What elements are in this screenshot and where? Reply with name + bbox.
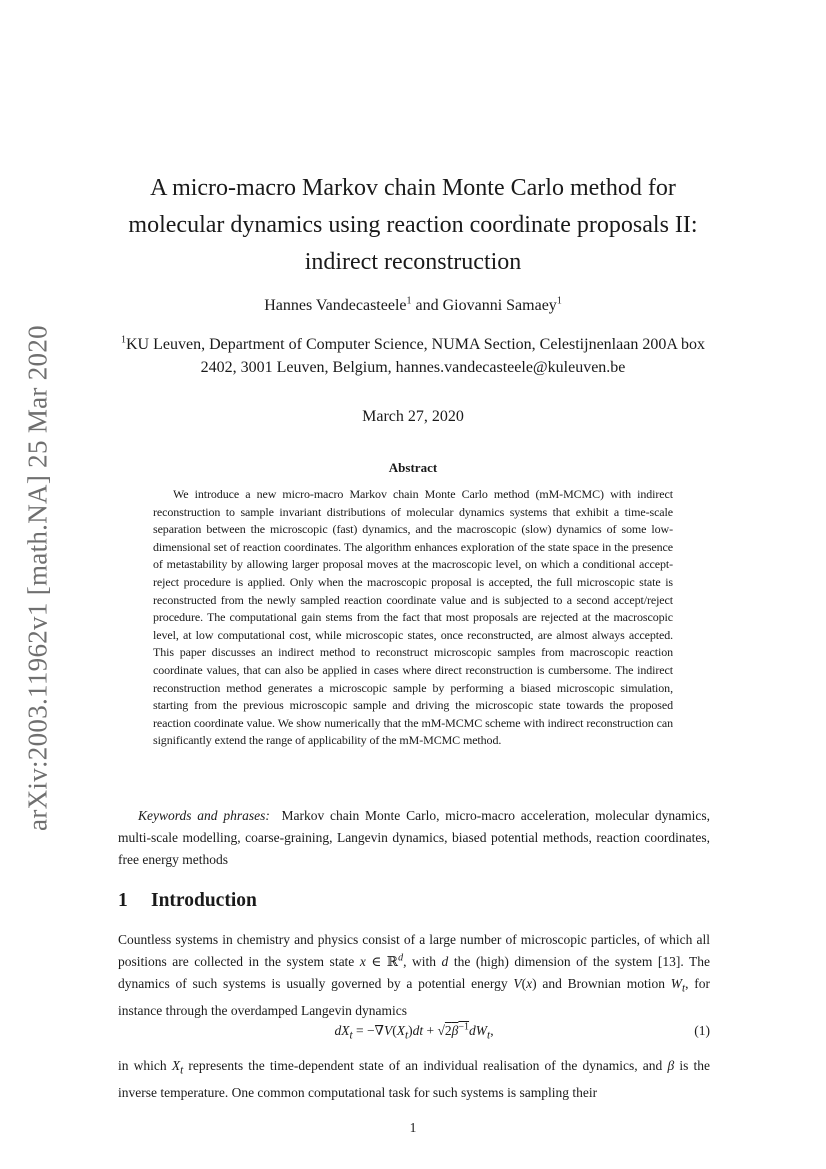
author-name: Giovanni Samaey <box>442 297 557 314</box>
affiliation-mark: 1 <box>406 295 412 307</box>
math-inline: $X_t$ <box>171 1058 184 1077</box>
equation-body: $dX_t = -\nabla V(X_t)dt + √2\beta^{-1}dW_t$, <box>334 1021 494 1042</box>
affiliation-mark: 1 <box>121 334 126 346</box>
arxiv-identifier-stamp: arXiv:2003.11962v1 [math.NA] 25 Mar 2020 <box>22 325 53 831</box>
intro-paragraph-1: Countless systems in chemistry and physics consist of a large number of microscopic particles, of which all positions are collected in the system state x ∈ ℝ$^d$, with d the (high) dimension of the system [13]. The dynamics of such systems is usually governed by a potential energy V(x) and Brownian motion $W_t$, for instance through the overdamped Langevin dynamics <box>118 932 711 1019</box>
paper-title: A micro-macro Markov chain Monte Carlo method for molecular dynamics using reaction coordinate proposals II: indirect reconstruction <box>128 175 698 275</box>
page-number: 1 <box>409 1120 417 1135</box>
author-name: Hannes Vandecasteele <box>264 297 407 314</box>
author-conjunction: and <box>415 297 439 314</box>
abstract-heading: Abstract <box>388 460 438 475</box>
math-inline: β <box>667 1058 675 1073</box>
affiliation <box>113 333 713 379</box>
abstract-text: We introduce a new micro-macro Markov chain Monte Carlo method (mM-MCMC) with indirect reconstruction to sample invariant distributions of molecular dynamics systems that exhibit a time-scale separation between the microscopic (fast) dynamics, and the macroscopic (slow) dynamics of some low-dimensional set of reaction coordinates. The algorithm enhances exploration of the state space in the presence of metastability by allowing larger proposal moves at the macroscopic level, on which a conditional accept-reject procedure is applied. Only when the macroscopic proposal is accepted, the full microscopic state is reconstructed from the newly sampled reaction coordinate value and is subjected to a second accept/reject procedure. The computational gain stems from the fact that most proposals are rejected at the macroscopic level, at low computational cost, while microscopic states, once reconstructed, are almost always accepted. This paper discusses an indirect method to reconstruct microscopic samples from macroscopic reaction coordinate values, that can also be applied in cases where direct reconstruction is cumbersome. The indirect reconstruction method generates a microscopic sample by performing a biased microscopic simulation, starting from the previous microscopic sample and driving the microscopic state towards the proposed reaction coordinate value. We show numerically that the mM-MCMC scheme with indirect reconstruction can significantly extend the range of applicability of the mM-MCMC method. <box>153 487 673 748</box>
math-inline: $W_t$ <box>670 976 686 996</box>
intro-paragraph-2: in which $X_t$ represents the time-dependent state of an individual realisation of the dynamics, and β is the inverse temperature. One common computational task for such systems is sampling their <box>118 1058 710 1100</box>
keywords-paragraph <box>118 805 710 871</box>
keywords-label: Keywords and phrases: <box>138 808 270 823</box>
equation-number: (1) <box>694 1023 710 1038</box>
publication-date: March 27, 2020 <box>362 408 464 425</box>
affiliation-text: KU Leuven, Department of Computer Science, NUMA Section, Celestijnenlaan 200A box 2402, 3001 Leuven, Belgium, hannes.vandecasteele@kuleuven.be <box>126 336 705 376</box>
affiliation-mark: 1 <box>556 295 562 307</box>
section-title: Introduction <box>151 890 257 911</box>
section-heading <box>118 890 257 912</box>
math-inline: x <box>359 954 366 970</box>
display-equation <box>118 1019 710 1043</box>
math-inline: d <box>441 954 449 970</box>
math-inline: V <box>513 976 522 992</box>
keywords-text: Markov chain Monte Carlo, micro-macro acceleration, molecular dynamics, multi-scale modelling, coarse-graining, Langevin dynamics, biased potential methods, reaction coordinates, free energy methods <box>118 808 711 867</box>
author-line <box>113 295 713 317</box>
section-number: 1 <box>118 890 128 911</box>
